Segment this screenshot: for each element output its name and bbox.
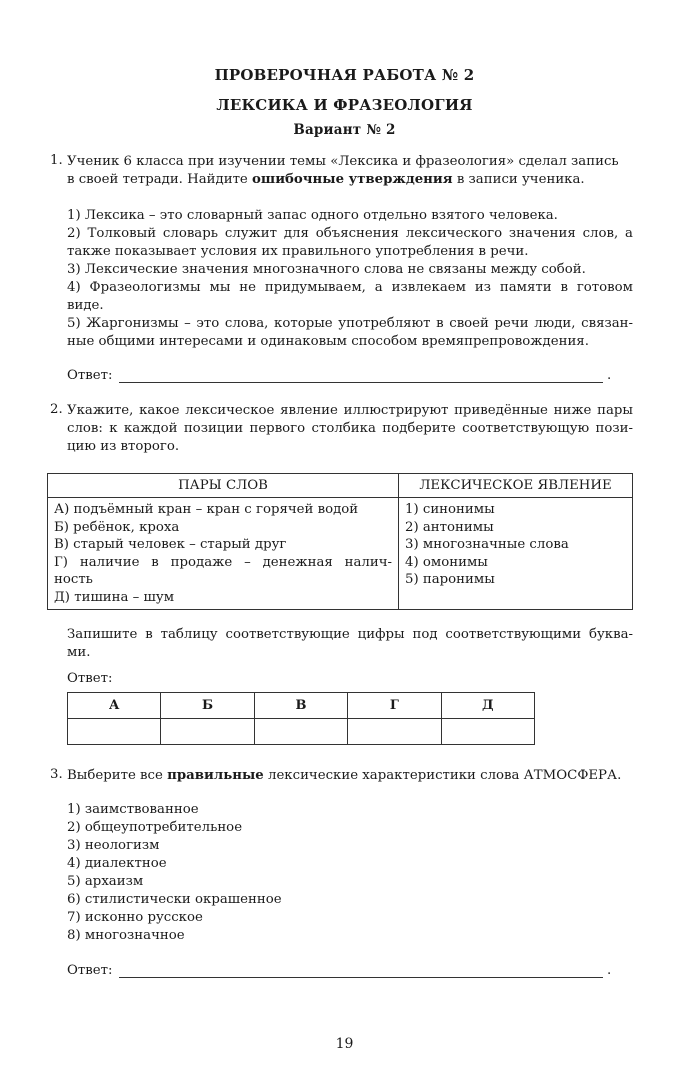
q3-option: 8) многозначное — [67, 928, 185, 943]
page-subtitle: ЛЕКСИКА И ФРАЗЕОЛОГИЯ — [216, 96, 473, 114]
word-pairs-table — [47, 473, 633, 610]
q2-intro-line: слов: к каждой позиции первого столбика подберите соответствующую пози- — [67, 421, 633, 436]
answer-cell-v[interactable] — [254, 719, 347, 745]
q1-statement: 5) Жаргонизмы – это слова, которые употребляют в своей речи люди, связан- — [67, 316, 633, 331]
phenomenon-item: 1) синонимы — [405, 502, 495, 517]
answer-col-header: А — [68, 693, 161, 719]
pairs-cell — [48, 498, 399, 610]
q3-intro-bold: правильные — [167, 768, 264, 783]
q2-answer-label: Ответ: — [67, 671, 113, 686]
table-header-pairs: ПАРЫ СЛОВ — [48, 474, 399, 498]
q1-statements — [67, 207, 633, 351]
q3-options — [67, 801, 633, 945]
q3-intro-text: Выберите все — [67, 768, 168, 783]
variant-label: Вариант № 2 — [293, 122, 396, 138]
q3-option: 2) общеупотребительное — [67, 820, 243, 835]
q3-option: 7) исконно русское — [67, 910, 203, 925]
q2-instruction-line: Запишите в таблицу соответствующие цифры под соответствующими буква- — [67, 627, 633, 642]
page-number: 19 — [335, 1036, 354, 1052]
phenomenon-item: 2) антонимы — [405, 519, 494, 535]
pair-item: В) старый человек – старый друг — [54, 537, 287, 552]
q3-answer-label: Ответ: — [67, 963, 113, 978]
table-header-phenomenon: ЛЕКСИЧЕСКОЕ ЯВЛЕНИЕ — [399, 474, 633, 498]
answer-cell-g[interactable] — [348, 719, 441, 745]
q2-intro-line: Укажите, какое лексическое явление иллюстрируют приведённые ниже пары — [67, 403, 633, 418]
pair-item: Г) наличие в продаже – денежная налич- — [54, 554, 392, 570]
q1-statement: ные общими интересами и одинаковым способом времяпрепровождения. — [67, 334, 589, 349]
q1-statement: 3) Лексические значения многозначного слова не связаны между собой. — [67, 262, 586, 277]
answer-cell-a[interactable] — [68, 719, 161, 745]
q1-number: 1. — [50, 153, 63, 168]
q1-statement: 2) Толковый словарь служит для объяснения лексического значения слов, а — [67, 226, 633, 241]
answer-cell-d[interactable] — [441, 719, 534, 745]
q1-answer-field[interactable] — [119, 382, 603, 383]
q2-instruction — [67, 626, 633, 662]
q1-statement: виде. — [67, 298, 104, 313]
answer-col-header: В — [254, 693, 347, 719]
q1-statement: также показывает условия их правильного употребления в речи. — [67, 244, 529, 259]
phenomena-cell — [399, 498, 633, 610]
answer-cell-b[interactable] — [161, 719, 254, 745]
phenomenon-item: 5) паронимы — [405, 572, 495, 587]
q2-instruction-line: ми. — [67, 645, 91, 660]
q1-answer-label: Ответ: — [67, 368, 113, 383]
pair-item: Б) ребёнок, кроха — [54, 519, 180, 535]
q3-answer-row — [67, 963, 627, 978]
q3-intro-text-end: лексические характеристики слова АТМОСФЕРА. — [263, 768, 622, 783]
pair-item: Д) тишина – шум — [54, 589, 175, 605]
q2-intro — [67, 402, 633, 456]
pair-item: А) подъёмный кран – кран с горячей водой — [54, 502, 359, 517]
q3-answer-end: . — [607, 963, 612, 978]
q1-intro-line2 — [67, 171, 633, 189]
q3-option: 1) заимствованное — [67, 802, 199, 817]
q2-answer-table — [67, 692, 535, 745]
answer-col-header: Д — [441, 693, 534, 719]
q1-intro-text: в своей тетради. Найдите — [67, 172, 253, 187]
q1-intro-line1: Ученик 6 класса при изучении темы «Лексика и фразеология» сделал запись — [67, 154, 619, 169]
q1-intro — [67, 153, 633, 189]
phenomenon-item: 4) омонимы — [405, 554, 488, 570]
q3-option: 5) архаизм — [67, 874, 144, 889]
phenomenon-item: 3) многозначные слова — [405, 537, 569, 552]
pair-item: ность — [54, 572, 93, 587]
q3-option: 6) стилистически окрашенное — [67, 892, 282, 907]
page-title: ПРОВЕРОЧНАЯ РАБОТА № 2 — [214, 66, 475, 84]
q1-statement: 4) Фразеологизмы мы не придумываем, а извлекаем из памяти в готовом — [67, 280, 633, 295]
q3-answer-field[interactable] — [119, 977, 603, 978]
q3-option: 3) неологизм — [67, 838, 160, 853]
q1-intro-bold: ошибочные утверждения — [252, 172, 453, 187]
q3-option: 4) диалектное — [67, 856, 167, 871]
q1-answer-end: . — [607, 368, 612, 383]
q3-number: 3. — [50, 767, 63, 782]
answer-col-header: Б — [161, 693, 254, 719]
q2-number: 2. — [50, 402, 63, 417]
q1-answer-row — [67, 368, 627, 383]
q3-intro — [67, 767, 633, 785]
q2-intro-line: цию из второго. — [67, 439, 180, 454]
answer-col-header: Г — [348, 693, 441, 719]
q1-intro-text-end: в записи ученика. — [452, 172, 585, 187]
q1-statement: 1) Лексика – это словарный запас одного отдельно взятого человека. — [67, 208, 558, 223]
